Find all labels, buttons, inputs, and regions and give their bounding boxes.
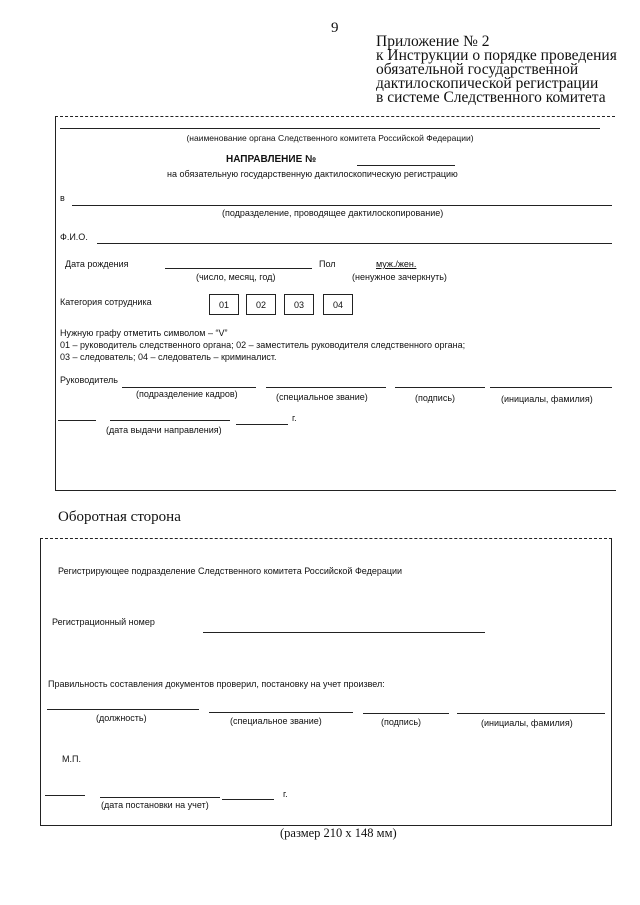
issue-year-field[interactable]	[236, 424, 288, 425]
sex-value[interactable]: муж./жен.	[376, 259, 417, 269]
issue-day-field[interactable]	[58, 420, 96, 421]
position-caption: (должность)	[96, 713, 147, 723]
issue-month-field[interactable]	[110, 420, 230, 421]
front-name-caption: (инициалы, фамилия)	[501, 394, 593, 404]
reg-day-field[interactable]	[45, 795, 85, 796]
reg-year-field[interactable]	[222, 799, 274, 800]
reg-date-caption: (дата постановки на учет)	[101, 800, 209, 810]
subdivision-field[interactable]	[72, 205, 612, 206]
direction-number-field[interactable]	[357, 165, 455, 166]
checked-text: Правильность составления документов проверил, постановку на учет произвел:	[48, 679, 385, 689]
back-signature-field[interactable]	[363, 713, 449, 714]
reg-month-field[interactable]	[100, 797, 220, 798]
appendix-header	[376, 35, 617, 105]
dob-field[interactable]	[165, 268, 312, 269]
position-field[interactable]	[47, 709, 199, 710]
category-box-02[interactable]: 02	[246, 294, 276, 315]
hr-caption: (подразделение кадров)	[136, 389, 238, 399]
back-rank-field[interactable]	[209, 712, 353, 713]
fio-field[interactable]	[97, 243, 612, 244]
category-note	[60, 327, 465, 363]
reg-number-field[interactable]	[203, 632, 485, 633]
front-signature-field[interactable]	[395, 387, 485, 388]
front-rank-field[interactable]	[266, 387, 386, 388]
issue-year-suffix: г.	[292, 413, 297, 423]
page-number: 9	[331, 20, 339, 36]
back-side-title: Оборотная сторона	[58, 509, 181, 525]
reg-year-suffix: г.	[283, 789, 288, 799]
appendix-line-3: дактилоскопической регистрации	[376, 75, 599, 92]
org-name-line	[60, 128, 600, 129]
back-name-caption: (инициалы, фамилия)	[481, 718, 573, 728]
hr-field[interactable]	[122, 387, 256, 388]
direction-title: НАПРАВЛЕНИЕ №	[226, 154, 317, 165]
dob-caption: (число, месяц, год)	[196, 272, 276, 282]
back-top-border	[40, 538, 612, 539]
mp-label: М.П.	[62, 754, 81, 764]
appendix-line-4: в системе Следственного комитета	[376, 89, 606, 106]
size-note: (размер 210 х 148 мм)	[280, 826, 397, 840]
note-line-3: 03 – следователь; 04 – следователь – криминалист.	[60, 352, 277, 362]
front-name-field[interactable]	[490, 387, 612, 388]
front-rank-caption: (специальное звание)	[276, 392, 368, 402]
category-box-01[interactable]: 01	[209, 294, 239, 315]
category-box-03[interactable]: 03	[284, 294, 314, 315]
appendix-title: Приложение № 2	[376, 33, 490, 50]
subdivision-caption: (подразделение, проводящее дактилоскопирование)	[222, 208, 444, 218]
reg-unit-text: Регистрирующее подразделение Следственного комитета Российской Федерации	[58, 566, 403, 576]
in-label: в	[60, 193, 65, 203]
appendix-line-1: к Инструкции о порядке проведения	[376, 47, 617, 64]
fio-label: Ф.И.О.	[60, 232, 88, 242]
category-label: Категория сотрудника	[60, 297, 152, 307]
front-signature-caption: (подпись)	[415, 393, 456, 403]
category-box-04[interactable]: 04	[323, 294, 353, 315]
back-name-field[interactable]	[457, 713, 605, 714]
sex-label: Пол	[319, 259, 336, 269]
dob-label: Дата рождения	[65, 259, 129, 269]
back-rank-caption: (специальное звание)	[230, 716, 322, 726]
direction-subtitle: на обязательную государственную дактилоскопическую регистрацию	[167, 169, 458, 179]
org-name-caption: (наименование органа Следственного комитета Российской Федерации)	[186, 133, 474, 143]
head-label: Руководитель	[60, 375, 118, 385]
note-line-2: 01 – руководитель следственного органа; 02 – заместитель руководителя следственного органа;	[60, 340, 466, 350]
issue-date-caption: (дата выдачи направления)	[106, 425, 222, 435]
back-signature-caption: (подпись)	[381, 717, 422, 727]
reg-number-label: Регистрационный номер	[52, 617, 155, 627]
front-top-border	[55, 116, 615, 117]
appendix-line-2: обязательной государственной	[376, 61, 579, 78]
sex-caption: (ненужное зачеркнуть)	[352, 272, 447, 282]
note-line-1: Нужную графу отметить символом – “V”	[60, 328, 228, 338]
